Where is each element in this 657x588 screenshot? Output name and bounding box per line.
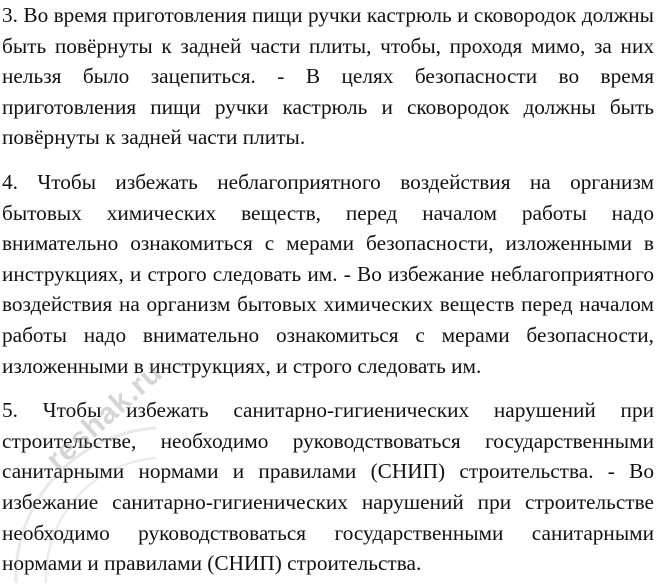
- document-body: [2, 0, 654, 579]
- paragraph-4: 4. Чтобы избежать неблагоприятного воздействия на организм бытовых химических веществ, перед началом работы надо внимательно ознакомиться с мерами безопасности, изложенными в инструкциях, и строго следовать им. - Во избежание неблагоприятного воздействия на организм бытовых химических веществ перед началом работы надо внимательно ознакомиться с мерами безопасности, изложенными в инструкциях, и строго следовать им.: [2, 169, 654, 378]
- watermark-text: reshak.ru: [40, 355, 170, 477]
- paragraph-5: 5. Чтобы избежать санитарно-гигиенических нарушений при строительстве, необходимо руководствоваться государственными санитарными нормами и правилами (СНИП) строительства. - Во избежание санитарно-гигиенических нарушений при строительстве необходимо руководствоваться государственными санитарными нормами и правилами (СНИП) строительства.: [2, 398, 654, 576]
- paragraph-3: 3. Во время приготовления пищи ручки кастрюль и сковородок должны быть повёрнуты к задней части плиты, чтобы, проходя мимо, за них нельзя было зацепиться. - В целях безопасности во время приготовления пищи ручки кастрюль и сковородок должны быть повёрнуты к задней части плиты.: [2, 3, 654, 150]
